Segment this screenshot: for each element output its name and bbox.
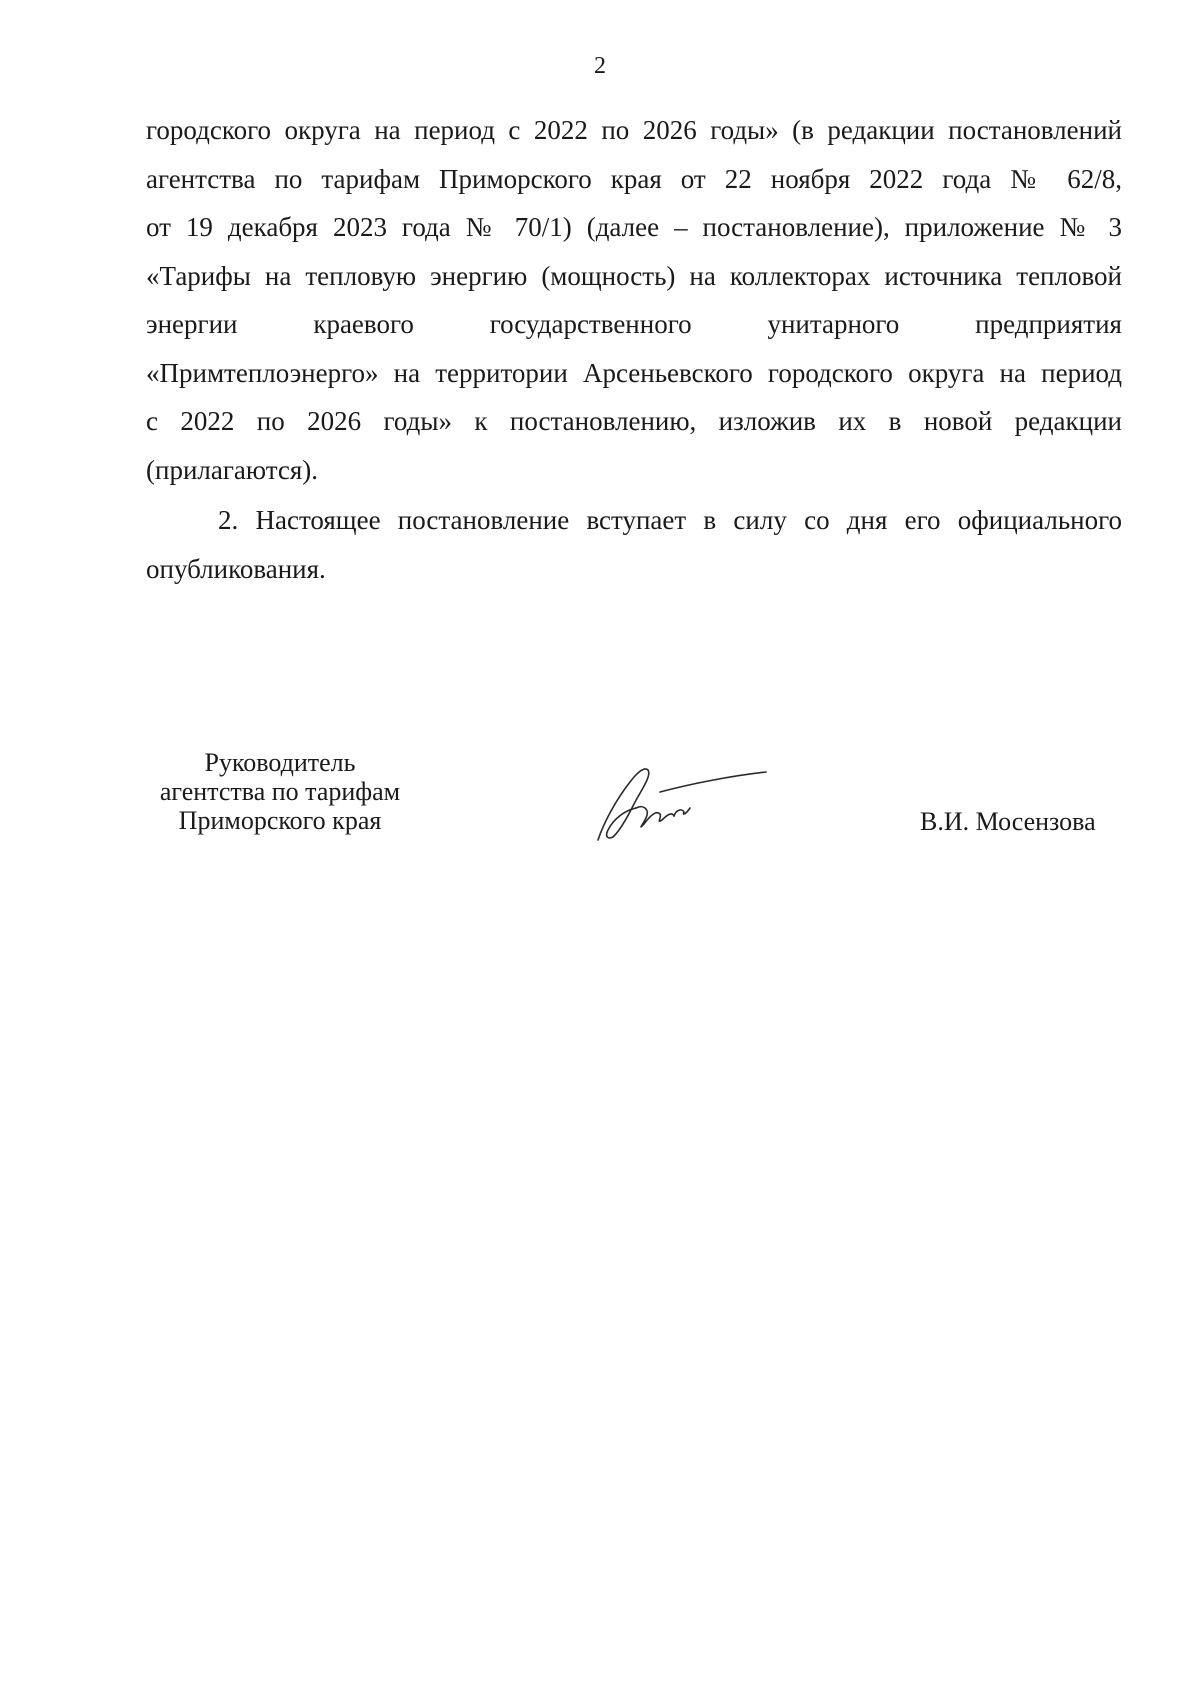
position-line-3: Приморского края xyxy=(178,806,382,835)
paragraph-1 xyxy=(146,106,1122,494)
paragraph-1-line-2: агентства по тарифам Приморского края от 22 ноября 2022 года № 62/8, xyxy=(146,163,1122,194)
paragraph-1-line-3: от 19 декабря 2023 года № 70/1) (далее – постановление), приложение № 3 xyxy=(146,212,1122,242)
position-line-2: агентства по тарифам xyxy=(159,777,401,806)
position-line-1: Руководитель xyxy=(204,748,356,777)
paragraph-2 xyxy=(146,496,1122,593)
spread-word-1: энергии xyxy=(146,309,238,339)
paragraph-1-line-4: «Тарифы на тепловую энергию (мощность) на коллекторах источника тепловой xyxy=(146,260,1122,291)
spread-word-4: унитарного xyxy=(767,309,900,339)
paragraph-1-line-8: (прилагаются). xyxy=(146,454,318,485)
spread-word-2: краевого xyxy=(313,309,414,339)
signatory-position xyxy=(140,748,420,835)
paragraph-1-line-1: городского округа на период с 2022 по 2026 годы» (в редакции постановлений xyxy=(146,115,1122,145)
spread-word-3: государственного xyxy=(489,309,692,339)
paragraph-1-line-7: с 2022 по 2026 годы» к постановлению, изложив их в новой редакции xyxy=(146,406,1122,436)
handwritten-signature xyxy=(590,752,770,852)
page-number: 2 xyxy=(594,53,606,79)
paragraph-2-line-1: 2. Настоящее постановление вступает в силу со дня его официального xyxy=(218,505,1122,535)
paragraph-1-line-5 xyxy=(146,300,1122,349)
signer-name: В.И. Мосензова xyxy=(920,807,1096,836)
paragraph-1-line-6: «Примтеплоэнерго» на территории Арсеньевского городского округа на период xyxy=(146,357,1122,388)
spread-word-5: предприятия xyxy=(975,309,1122,339)
paragraph-2-line-2: опубликования. xyxy=(146,553,326,584)
